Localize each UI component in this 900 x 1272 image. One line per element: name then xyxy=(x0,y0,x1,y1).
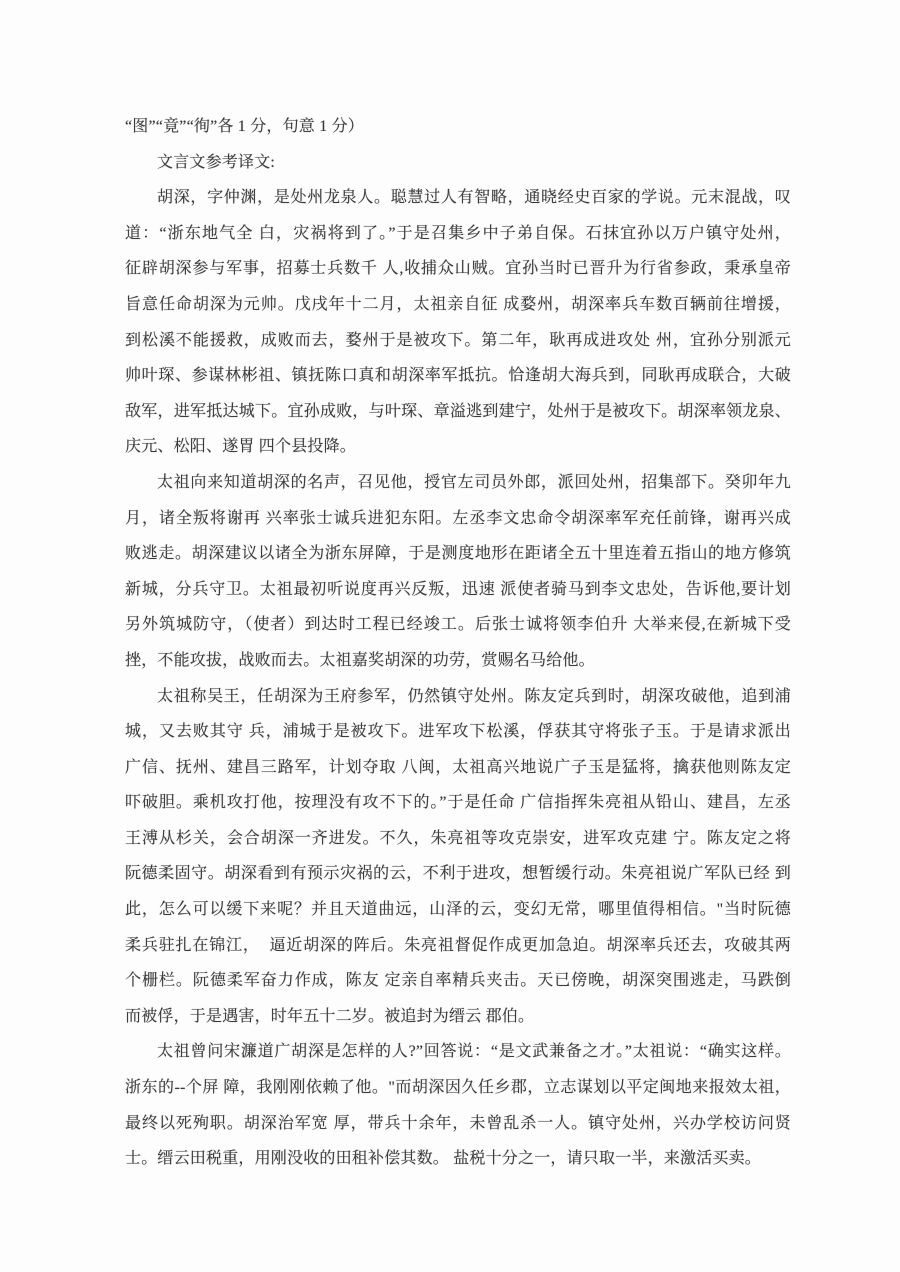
document-text xyxy=(125,0,791,1177)
text-line: 挫，不能攻拔，战败而去。太祖嘉奖胡深的功劳，赏赐名马给他。 xyxy=(125,651,595,669)
text-line: 胡深，字仲渊，是处州龙泉人。聪慧过人有智略，通晓经史百家的学说。元末混战，叹 xyxy=(157,189,791,207)
text-line: 太祖称吴王，任胡深为王府参军，仍然镇守处州。陈友定兵到时，胡深攻破他，追到浦 xyxy=(157,687,791,705)
text-line: 帅叶琛、参谋林彬祖、镇抚陈口真和胡深率军抵抗。恰逢胡大海兵到，同耿再成联合，大破 xyxy=(125,367,791,385)
text-line: 最终以死殉职。胡深治军宽 厚，带兵十余年，未曾乱杀一人。镇守处州，兴办学校访问贤 xyxy=(125,1114,791,1132)
text-line: 个栅栏。阮德柔军奋力作成，陈友 定亲自率精兵夹击。天已傍晚，胡深突围逃走，马跌倒 xyxy=(125,972,791,990)
text-line: 败逃走。胡深建议以诸全为浙东屏障，于是测度地形在距诸全五十里连着五指山的地方修筑 xyxy=(125,545,791,563)
text-line: 文言文参考译文: xyxy=(157,153,276,171)
text-line: 新城，分兵守卫。太祖最初听说度再兴反叛，迅速 派使者骑马到李文忠处，告诉他,要计划 xyxy=(125,580,791,598)
text-line: 到松溪不能援救，成败而去，婺州于是被攻下。第二年，耿再成进攻处 州，宜孙分别派元 xyxy=(125,331,791,349)
text-line: 太祖曾问宋濂道广胡深是怎样的人?”回答说：“是文武兼备之才。”太祖说：“确实这样。 xyxy=(157,1043,791,1061)
text-line: 太祖向来知道胡深的名声，召见他，授官左司员外郎，派回处州，招集部下。癸卯年九 xyxy=(157,473,791,491)
text-line: 征辟胡深参与军事，招募士兵数千 人,收捕众山贼。宜孙当时已晋升为行省参政，秉承皇帝 xyxy=(125,260,791,278)
text-line: 阮德柔固守。胡深看到有预示灾祸的云，不利于进攻，想暂缓行动。朱亮祖说广军队已经 到 xyxy=(125,865,791,883)
text-line: 道：“浙东地气全 白，灾祸将到了。”于是召集乡中子弟自保。石抹宜孙以万户镇守处州， xyxy=(125,224,791,242)
text-line: 敌军，进军抵达城下。宜孙成败，与叶琛、章溢逃到建宁，处州于是被攻下。胡深率领龙泉、 xyxy=(125,402,791,420)
text-line: 广信、抚州、建昌三路军，计划夺取 八闽，太祖高兴地说广子玉是猛将，擒获他则陈友定 xyxy=(125,758,791,776)
text-line: 城，又去败其守 兵，浦城于是被攻下。进军攻下松溪，俘获其守将张子玉。于是请求派出 xyxy=(125,723,791,741)
text-line: 浙东的--个屏 障，我刚刚依赖了他。"而胡深因久任乡郡，立志谋划以平定闽地来报效太祖， xyxy=(125,1079,791,1097)
text-line: 柔兵驻扎在锦江， 逼近胡深的阵后。朱亮祖督促作成更加急迫。胡深率兵还去，攻破其两 xyxy=(125,936,791,954)
text-line: 旨意任命胡深为元帅。戊戌年十二月，太祖亲自征 成婺州，胡深率兵车数百辆前往增援， xyxy=(125,295,791,313)
text-line: 士。缙云田税重，用刚没收的田租补偿其数。 盐税十分之一，请只取一半，来激活买卖。 xyxy=(125,1150,762,1168)
text-line: 另外筑城防守，（使者）到达时工程已经竣工。后张士诚将领李伯升 大举来侵,在新城下受 xyxy=(125,616,791,634)
text-line: 月，诸全叛将谢再 兴率张士诚兵进犯东阳。左丞李文忠命令胡深率军充任前锋，谢再兴成 xyxy=(125,509,791,527)
text-line: 此，怎么可以缓下来呢？并且天道曲远，山泽的云，变幻无常，哪里值得相信。"当时阮德 xyxy=(125,901,791,919)
text-line: 而被俘，于是遇害，时年五十二岁。被追封为缙云 郡伯。 xyxy=(125,1007,535,1025)
text-line: 吓破胆。乘机攻打他，按理没有攻不下的。”于是任命 广信指挥朱亮祖从铅山、建昌，左丞 xyxy=(125,794,791,812)
text-line: 王溥从杉关，会合胡深一齐进发。不久，朱亮祖等攻克崇安，进军攻克建 宁。陈友定之将 xyxy=(125,829,791,847)
text-line: “图”“竟”“徇”各 1 分，句意 1 分） xyxy=(125,118,365,135)
text-line: 庆元、松阳、遂胃 四个县投降。 xyxy=(125,438,357,456)
